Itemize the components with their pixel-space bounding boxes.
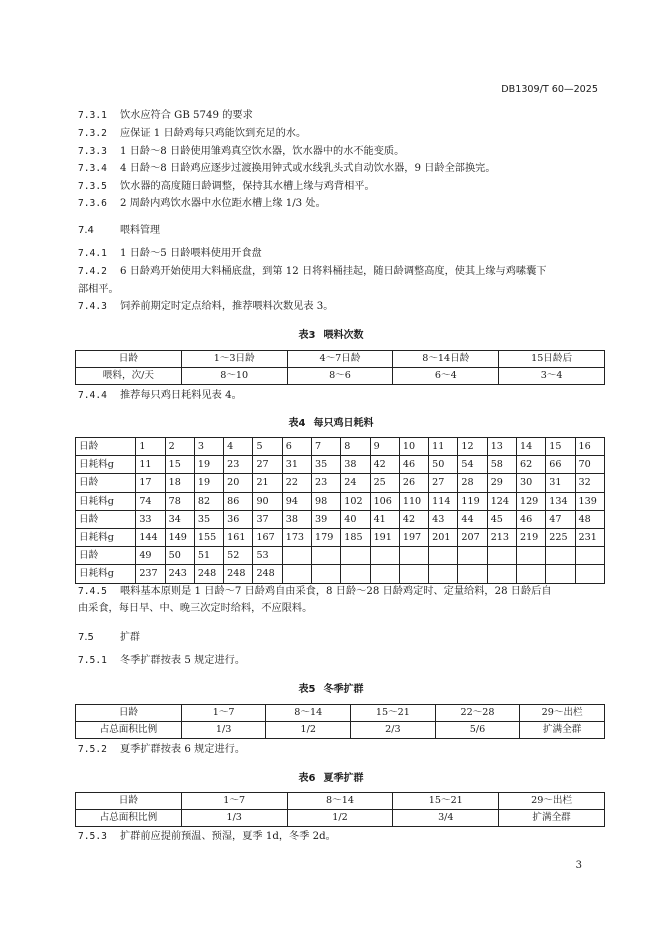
table-cell	[487, 565, 516, 583]
table-cell: 8～10	[181, 368, 287, 385]
table-cell: 243	[165, 565, 194, 583]
table-cell	[312, 565, 341, 583]
table-cell: 149	[165, 528, 194, 546]
table-row	[76, 810, 605, 827]
clause-number: 7.4.2	[78, 266, 107, 277]
table-5-winter-expansion	[75, 704, 605, 739]
table-cell: 237	[136, 565, 165, 583]
table-cell: 29～出栏	[499, 793, 605, 810]
table-4-caption	[0, 414, 662, 429]
table-cell: 33	[136, 510, 165, 528]
table-cell: 18	[165, 474, 194, 492]
clause-number: 7.3.1	[78, 110, 107, 121]
clause-number: 7.4.4	[78, 390, 107, 401]
table-cell: 58	[487, 456, 516, 474]
table-cell: 124	[487, 492, 516, 510]
clause-7-3-2	[78, 127, 306, 140]
row-header-cell: 喂料，次/天	[76, 368, 182, 385]
table-cell: 1/3	[181, 722, 266, 739]
table-cell: 41	[370, 510, 399, 528]
table-cell: 42	[399, 510, 428, 528]
table-cell: 29～出栏	[520, 705, 605, 722]
table-row	[76, 492, 605, 510]
table-cell: 26	[399, 474, 428, 492]
table-title: 每只鸡日耗料	[313, 418, 374, 429]
table-cell: 2/3	[351, 722, 436, 739]
clause-number: 7.4.5	[78, 586, 107, 597]
table-row	[76, 565, 605, 583]
table-cell: 8～6	[287, 368, 393, 385]
table-cell: 12	[458, 438, 487, 456]
clause-number: 7.4.1	[78, 248, 107, 259]
section-7-4-heading	[78, 221, 160, 236]
table-cell: 38	[282, 510, 311, 528]
table-cell	[341, 547, 370, 565]
table-cell	[516, 547, 545, 565]
table-cell: 3/4	[393, 810, 499, 827]
table-cell: 14	[516, 438, 545, 456]
table-cell: 191	[370, 528, 399, 546]
table-cell: 179	[312, 528, 341, 546]
table-cell: 43	[429, 510, 458, 528]
table-cell: 1/2	[287, 810, 393, 827]
clause-number: 7.5.2	[78, 744, 107, 755]
table-cell: 213	[487, 528, 516, 546]
table-cell: 106	[370, 492, 399, 510]
clause-text: 6 日龄鸡开始使用大料桶底盘，到第 12 日将料桶挂起，随日龄调整高度，使其上缘与鸡嗉囊下	[120, 266, 547, 277]
section-7-5-heading	[78, 628, 140, 643]
table-cell: 66	[546, 456, 575, 474]
table-cell: 46	[516, 510, 545, 528]
table-cell: 53	[253, 547, 282, 565]
table-label: 表6	[298, 773, 316, 784]
row-header-cell: 日耗料g	[76, 528, 136, 546]
row-header-cell: 日龄	[76, 510, 136, 528]
table-cell: 3	[194, 438, 223, 456]
table-cell: 45	[487, 510, 516, 528]
table-cell: 8～14	[266, 705, 351, 722]
table-cell: 15～21	[351, 705, 436, 722]
table-cell: 82	[194, 492, 223, 510]
table-cell: 35	[194, 510, 223, 528]
clause-text: 4 日龄～8 日龄鸡应逐步过渡换用钟式或水线乳头式自动饮水器，9 日龄全部换完。	[120, 163, 496, 174]
table-cell: 114	[429, 492, 458, 510]
clause-number: 7.3.2	[78, 128, 107, 139]
clause-number: 7.3.5	[78, 181, 107, 192]
table-cell: 48	[575, 510, 604, 528]
table-cell: 46	[399, 456, 428, 474]
clause-7-5-3	[78, 830, 336, 843]
table-cell: 17	[136, 474, 165, 492]
row-header-cell: 占总面积比例	[76, 722, 182, 739]
table-cell: 185	[341, 528, 370, 546]
table-cell: 225	[546, 528, 575, 546]
row-header-cell: 日龄	[76, 793, 182, 810]
table-cell: 34	[165, 510, 194, 528]
table-cell: 173	[282, 528, 311, 546]
table-cell: 31	[546, 474, 575, 492]
table-cell: 24	[341, 474, 370, 492]
table-cell: 47	[546, 510, 575, 528]
clause-7-3-4	[78, 162, 496, 175]
table-cell: 扩满全群	[520, 722, 605, 739]
table-header-row	[76, 705, 605, 722]
table-cell: 248	[224, 565, 253, 583]
table-row	[76, 547, 605, 565]
table-cell	[458, 547, 487, 565]
table-cell: 219	[516, 528, 545, 546]
clause-7-5-1	[78, 654, 245, 667]
row-header-cell: 日龄	[76, 547, 136, 565]
clause-7-4-5	[78, 585, 552, 598]
table-cell: 19	[194, 474, 223, 492]
table-label: 表5	[298, 684, 316, 695]
section-title: 扩群	[120, 632, 140, 643]
table-cell: 11	[136, 456, 165, 474]
table-cell	[282, 547, 311, 565]
clause-7-3-1	[78, 109, 253, 122]
clause-number: 7.5.1	[78, 655, 107, 666]
table-title: 冬季扩群	[323, 684, 364, 695]
clause-text: 1 日龄～8 日龄使用雏鸡真空饮水器，饮水器中的水不能变质。	[120, 146, 405, 157]
clause-text: 饲养前期定时定点给料，推荐喂料次数见表 3。	[120, 301, 334, 312]
table-cell: 27	[429, 474, 458, 492]
table-cell: 15	[165, 456, 194, 474]
table-6-caption	[0, 769, 662, 784]
clause-number: 7.3.3	[78, 146, 107, 157]
clause-7-4-3	[78, 300, 333, 313]
table-cell: 6～4	[393, 368, 499, 385]
table-cell: 22～28	[435, 705, 520, 722]
clause-text: 饮水应符合 GB 5749 的要求	[120, 110, 253, 121]
table-cell: 23	[224, 456, 253, 474]
table-cell	[429, 565, 458, 583]
table-cell	[429, 547, 458, 565]
table-5-caption	[0, 680, 662, 695]
table-cell: 8～14	[287, 793, 393, 810]
table-cell	[516, 565, 545, 583]
table-cell: 86	[224, 492, 253, 510]
table-cell: 129	[516, 492, 545, 510]
table-cell: 98	[312, 492, 341, 510]
row-header-cell: 占总面积比例	[76, 810, 182, 827]
table-header-row	[76, 351, 605, 368]
row-header-cell: 日龄	[76, 438, 136, 456]
table-cell: 38	[341, 456, 370, 474]
table-cell: 5	[253, 438, 282, 456]
table-cell: 1～3日龄	[181, 351, 287, 368]
table-cell: 20	[224, 474, 253, 492]
table-cell: 167	[253, 528, 282, 546]
table-cell: 119	[458, 492, 487, 510]
table-cell: 2	[165, 438, 194, 456]
row-header-cell: 日龄	[76, 474, 136, 492]
table-cell	[546, 565, 575, 583]
table-cell: 15～21	[393, 793, 499, 810]
table-cell	[458, 565, 487, 583]
page-number: 3	[575, 860, 582, 871]
table-cell: 94	[282, 492, 311, 510]
table-cell: 32	[575, 474, 604, 492]
clause-text: 喂料基本原则是 1 日龄～7 日龄鸡自由采食，8 日龄～28 日龄鸡定时、定量给料，28 日龄后自	[120, 586, 552, 597]
table-cell: 15	[546, 438, 575, 456]
table-cell: 25	[370, 474, 399, 492]
table-cell	[341, 565, 370, 583]
table-cell: 49	[136, 547, 165, 565]
table-cell: 扩满全群	[499, 810, 605, 827]
table-cell	[575, 565, 604, 583]
row-header-cell: 日龄	[76, 705, 182, 722]
table-cell: 9	[370, 438, 399, 456]
table-cell: 51	[194, 547, 223, 565]
table-cell: 4	[224, 438, 253, 456]
clause-7-5-2	[78, 743, 245, 756]
clause-number: 7.3.4	[78, 163, 107, 174]
table-title: 喂料次数	[323, 330, 364, 341]
table-cell: 7	[312, 438, 341, 456]
clause-text: 夏季扩群按表 6 规定进行。	[120, 744, 246, 755]
table-cell: 42	[370, 456, 399, 474]
table-row	[76, 510, 605, 528]
table-row	[76, 456, 605, 474]
table-cell: 16	[575, 438, 604, 456]
table-cell: 1/2	[266, 722, 351, 739]
table-6-summer-expansion	[75, 792, 605, 827]
table-cell: 19	[194, 456, 223, 474]
table-cell: 1	[136, 438, 165, 456]
section-number: 7.5	[78, 632, 94, 643]
table-cell	[282, 565, 311, 583]
row-header-cell: 日耗料g	[76, 492, 136, 510]
table-cell: 110	[399, 492, 428, 510]
table-cell: 50	[429, 456, 458, 474]
table-cell: 13	[487, 438, 516, 456]
table-cell: 23	[312, 474, 341, 492]
clause-text: 应保证 1 日龄鸡每只鸡能饮到充足的水。	[120, 128, 307, 139]
table-cell: 62	[516, 456, 545, 474]
table-cell: 11	[429, 438, 458, 456]
clause-7-3-3	[78, 145, 404, 158]
table-cell: 1/3	[181, 810, 287, 827]
clause-text: 饮水器的高度随日龄调整，保持其水槽上缘与鸡背相平。	[120, 181, 375, 192]
table-cell	[487, 547, 516, 565]
table-cell: 8	[341, 438, 370, 456]
table-cell: 8～14日龄	[393, 351, 499, 368]
clause-text: 2 周龄内鸡饮水器中水位距水槽上缘 1/3 处。	[120, 198, 326, 209]
table-cell: 54	[458, 456, 487, 474]
clause-7-4-2-continued: 部相平。	[78, 284, 119, 295]
table-label: 表3	[298, 330, 316, 341]
table-cell: 134	[546, 492, 575, 510]
table-cell: 6	[282, 438, 311, 456]
section-title: 喂料管理	[120, 225, 160, 236]
table-cell	[575, 547, 604, 565]
table-cell: 50	[165, 547, 194, 565]
table-cell: 28	[458, 474, 487, 492]
table-cell	[370, 547, 399, 565]
table-cell: 37	[253, 510, 282, 528]
table-cell: 74	[136, 492, 165, 510]
table-cell: 201	[429, 528, 458, 546]
table-cell	[399, 547, 428, 565]
table-row	[76, 438, 605, 456]
table-cell: 139	[575, 492, 604, 510]
table-cell: 30	[516, 474, 545, 492]
clause-text: 扩群前应提前预温、预湿，夏季 1d，冬季 2d。	[120, 831, 336, 842]
clause-text: 1 日龄～5 日龄喂料使用开食盘	[120, 248, 262, 259]
table-4-daily-feed-intake	[75, 437, 605, 584]
table-cell: 21	[253, 474, 282, 492]
table-cell	[399, 565, 428, 583]
clause-7-3-6	[78, 197, 326, 210]
section-number: 7.4	[78, 225, 94, 236]
table-cell	[370, 565, 399, 583]
table-cell: 78	[165, 492, 194, 510]
clause-7-4-5-continued: 由采食，每日早、中、晚三次定时给料，不应限料。	[78, 603, 313, 614]
table-cell: 161	[224, 528, 253, 546]
table-cell: 36	[224, 510, 253, 528]
table-cell: 29	[487, 474, 516, 492]
table-cell: 90	[253, 492, 282, 510]
table-row	[76, 722, 605, 739]
table-cell	[546, 547, 575, 565]
table-cell: 10	[399, 438, 428, 456]
table-row	[76, 474, 605, 492]
table-3-feeding-times	[75, 350, 605, 385]
table-cell: 27	[253, 456, 282, 474]
table-row	[76, 528, 605, 546]
table-cell: 40	[341, 510, 370, 528]
table-cell: 207	[458, 528, 487, 546]
table-cell: 39	[312, 510, 341, 528]
table-cell: 31	[282, 456, 311, 474]
table-cell: 70	[575, 456, 604, 474]
table-cell: 15日龄后	[499, 351, 605, 368]
table-header-row	[76, 793, 605, 810]
table-cell: 248	[253, 565, 282, 583]
table-label: 表4	[288, 418, 306, 429]
table-cell: 102	[341, 492, 370, 510]
table-cell: 231	[575, 528, 604, 546]
table-cell: 4～7日龄	[287, 351, 393, 368]
table-cell: 44	[458, 510, 487, 528]
table-cell: 197	[399, 528, 428, 546]
table-cell: 155	[194, 528, 223, 546]
table-row	[76, 368, 605, 385]
table-title: 夏季扩群	[323, 773, 364, 784]
clause-7-4-1	[78, 247, 262, 260]
table-cell: 35	[312, 456, 341, 474]
clause-text: 冬季扩群按表 5 规定进行。	[120, 655, 246, 666]
row-header-cell: 日龄	[76, 351, 182, 368]
table-cell: 248	[194, 565, 223, 583]
table-cell: 3～4	[499, 368, 605, 385]
row-header-cell: 日耗料g	[76, 456, 136, 474]
clause-number: 7.5.3	[78, 831, 107, 842]
table-cell: 52	[224, 547, 253, 565]
table-cell	[312, 547, 341, 565]
table-cell: 5/6	[435, 722, 520, 739]
clause-7-4-4	[78, 389, 242, 402]
clause-number: 7.3.6	[78, 198, 107, 209]
table-cell: 22	[282, 474, 311, 492]
clause-text: 推荐每只鸡日耗料见表 4。	[120, 390, 242, 401]
row-header-cell: 日耗料g	[76, 565, 136, 583]
table-cell: 1～7	[181, 705, 266, 722]
table-cell: 144	[136, 528, 165, 546]
clause-7-4-2	[78, 265, 546, 278]
table-3-caption	[0, 326, 662, 341]
document-code-header: DB1309/T 60—2025	[501, 84, 598, 95]
table-cell: 1～7	[181, 793, 287, 810]
clause-7-3-5	[78, 180, 375, 193]
clause-number: 7.4.3	[78, 301, 107, 312]
